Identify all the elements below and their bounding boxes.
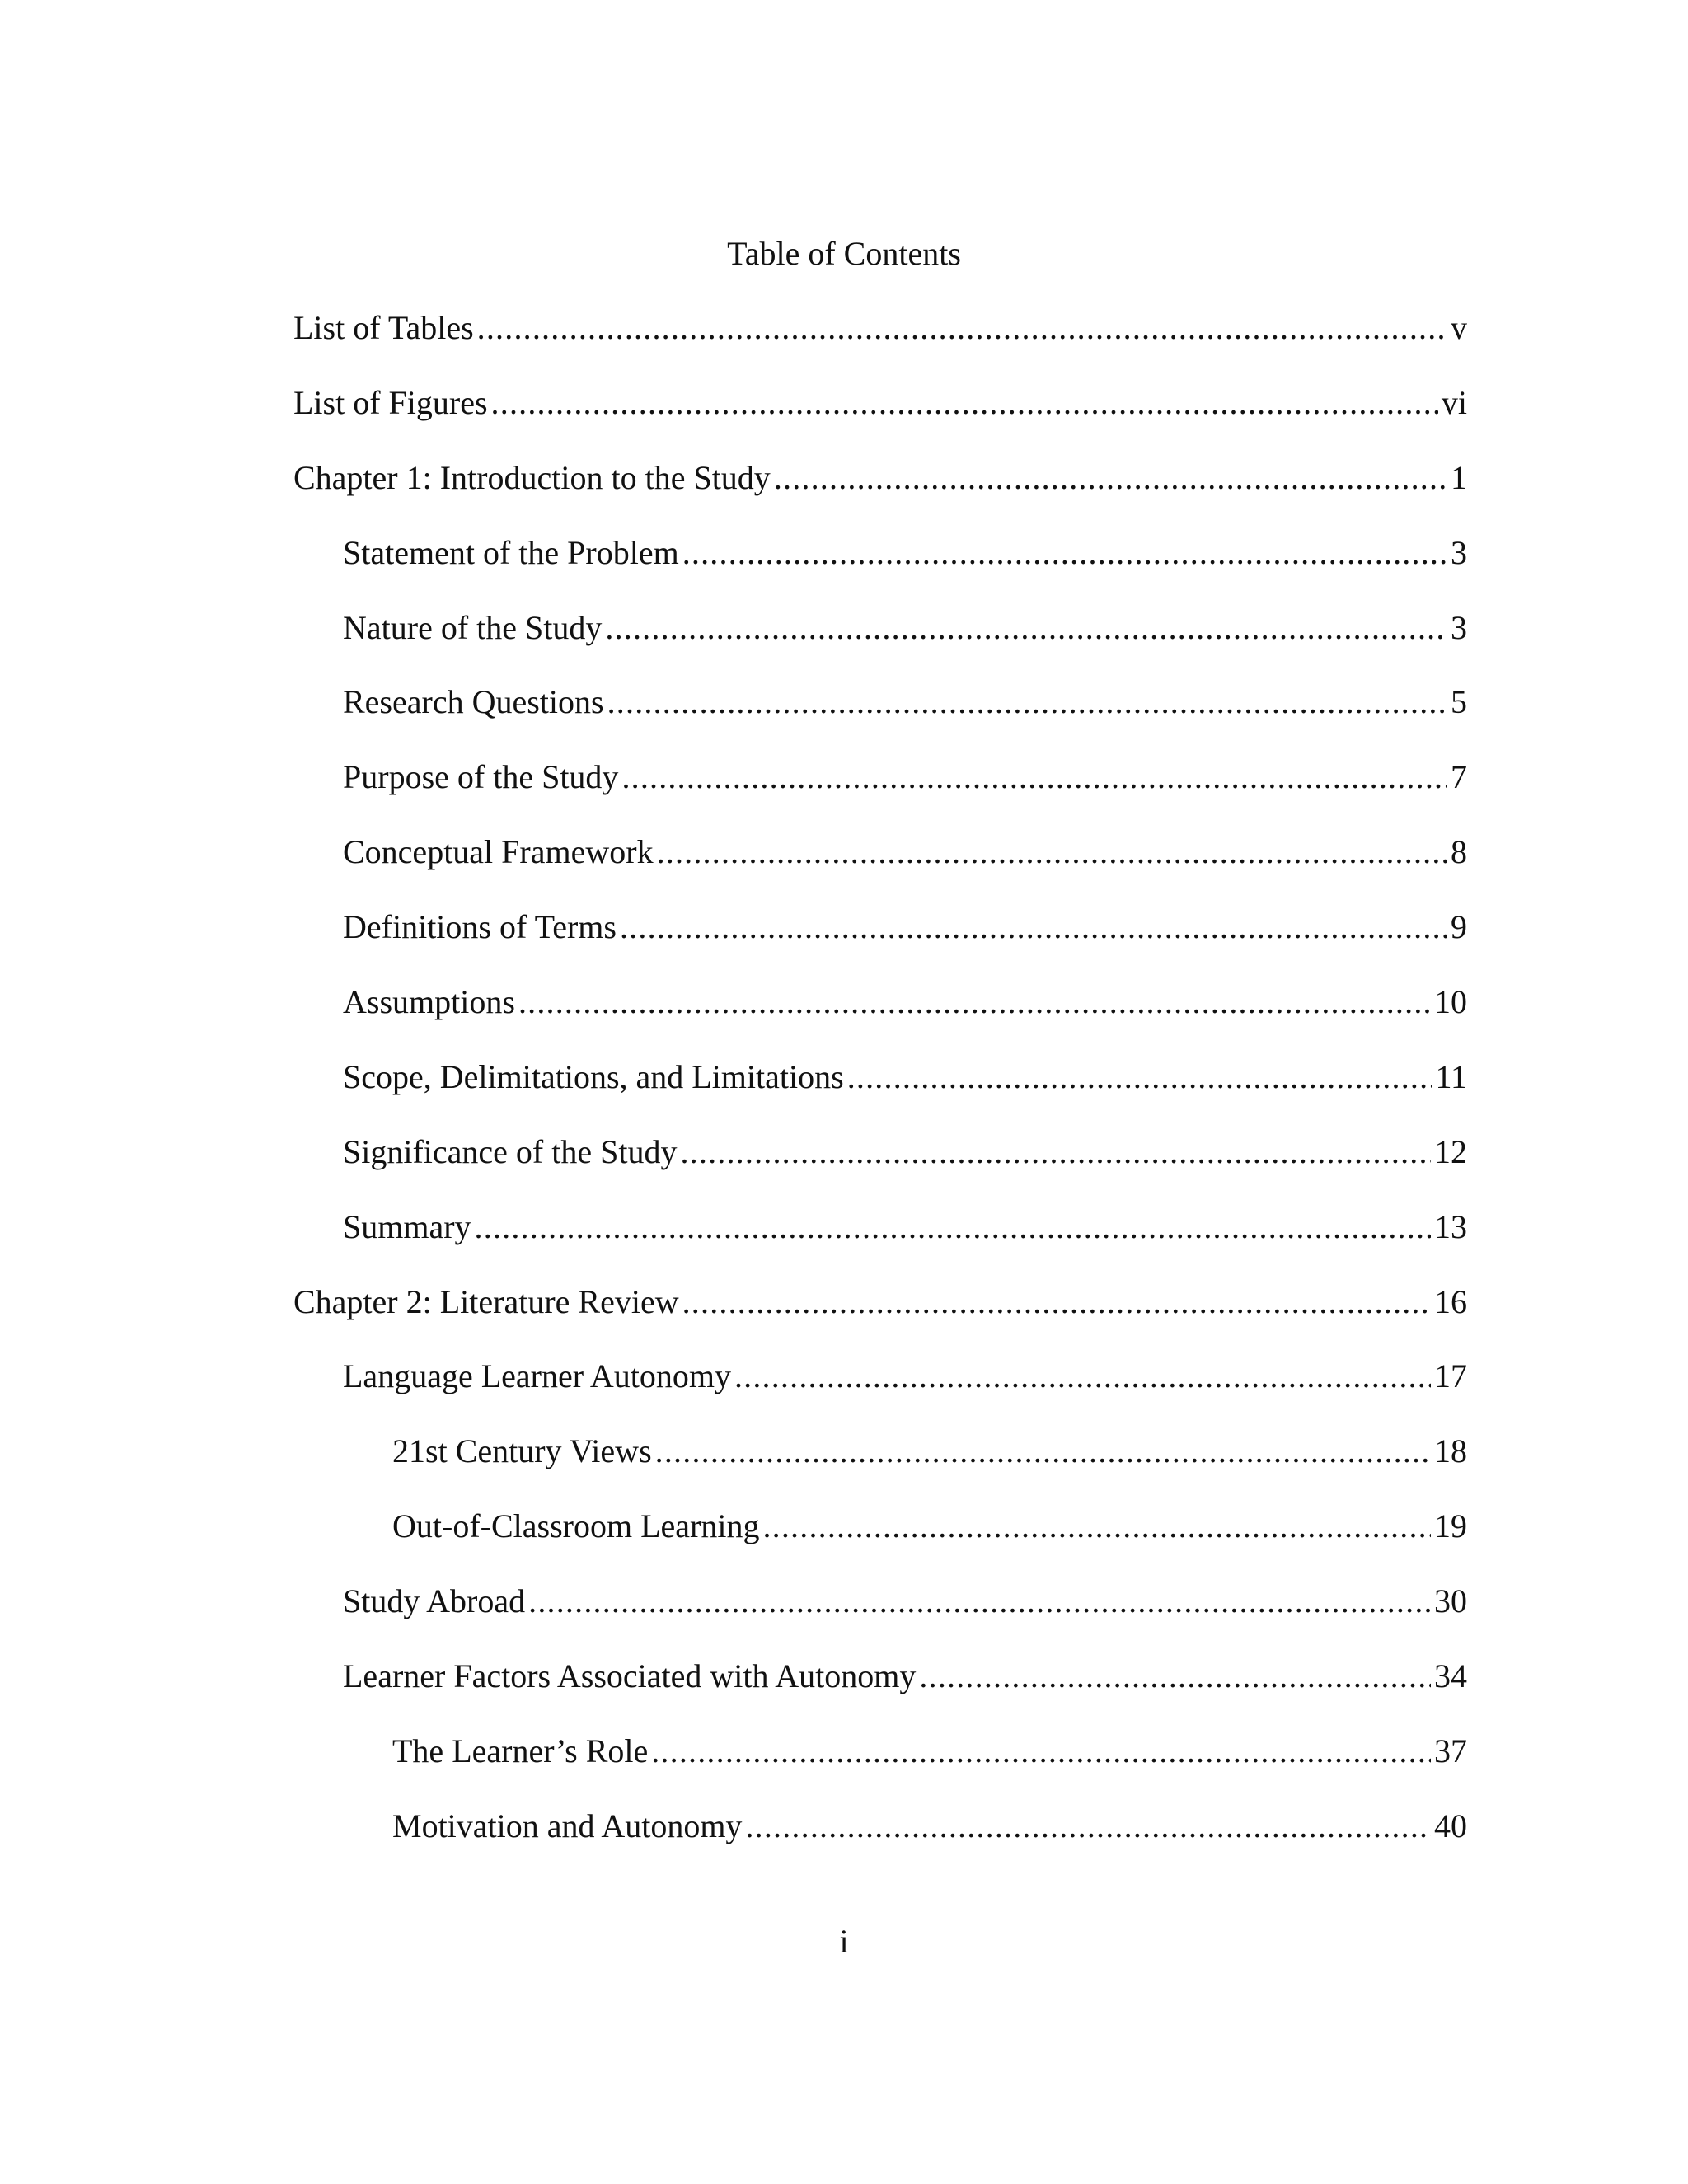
toc-entry-page: 34 <box>1431 1652 1467 1701</box>
toc-entry[interactable] <box>293 1727 1467 1776</box>
dot-leader <box>607 677 1447 727</box>
toc-entry-title: Language Learner Autonomy <box>343 1352 734 1401</box>
toc-entry[interactable] <box>293 1652 1467 1701</box>
toc-entry-title: The Learner’s Role <box>392 1727 651 1776</box>
toc-entry[interactable] <box>293 1502 1467 1551</box>
dot-leader <box>518 977 1431 1027</box>
toc-entry[interactable] <box>293 603 1467 653</box>
dot-leader <box>680 1127 1431 1177</box>
toc-entry-title: Study Abroad <box>343 1577 528 1626</box>
toc-entry-title: List of Figures <box>293 378 491 428</box>
toc-entry[interactable] <box>293 1052 1467 1102</box>
toc-entry-title: Conceptual Framework <box>343 827 657 877</box>
toc-entry-title: Purpose of the Study <box>343 752 621 802</box>
dot-leader <box>491 378 1438 428</box>
toc-entry-page: 40 <box>1431 1802 1467 1851</box>
toc-entry-page: 8 <box>1447 827 1467 877</box>
toc-entry[interactable] <box>293 1202 1467 1252</box>
dot-leader <box>477 303 1447 353</box>
toc-entry[interactable] <box>293 1127 1467 1177</box>
toc-entry-page: 3 <box>1447 528 1467 578</box>
toc-title: Table of Contents <box>727 235 961 272</box>
toc-entry-title: Definitions of Terms <box>343 902 620 952</box>
toc-entry-page: 17 <box>1431 1352 1467 1401</box>
dot-leader <box>651 1727 1431 1776</box>
dot-leader <box>919 1652 1431 1701</box>
toc-entry-title: Nature of the Study <box>343 603 605 653</box>
toc-list <box>293 303 1467 1877</box>
toc-entry-page: 3 <box>1447 603 1467 653</box>
dot-leader <box>745 1802 1431 1851</box>
dot-leader <box>762 1502 1431 1551</box>
dot-leader <box>605 603 1447 653</box>
toc-entry[interactable] <box>293 1802 1467 1851</box>
toc-entry-page: v <box>1447 303 1467 353</box>
toc-entry-title: 21st Century Views <box>392 1427 655 1476</box>
dot-leader <box>774 453 1447 503</box>
toc-entry-title: Motivation and Autonomy <box>392 1802 745 1851</box>
toc-entry-title: Research Questions <box>343 677 607 727</box>
toc-entry-page: 18 <box>1431 1427 1467 1476</box>
toc-entry[interactable] <box>293 827 1467 877</box>
toc-entry-page: 11 <box>1432 1052 1467 1102</box>
toc-entry[interactable] <box>293 1352 1467 1401</box>
toc-entry[interactable] <box>293 303 1467 353</box>
toc-entry-page: vi <box>1438 378 1467 428</box>
toc-entry[interactable] <box>293 528 1467 578</box>
dot-leader <box>682 528 1447 578</box>
toc-entry[interactable] <box>293 1277 1467 1327</box>
toc-entry-page: 37 <box>1431 1727 1467 1776</box>
toc-entry[interactable] <box>293 677 1467 727</box>
dot-leader <box>528 1577 1431 1626</box>
dot-leader <box>475 1202 1431 1252</box>
toc-entry-title: Assumptions <box>343 977 518 1027</box>
dot-leader <box>657 827 1447 877</box>
toc-entry-title: Significance of the Study <box>343 1127 680 1177</box>
toc-entry-title: Statement of the Problem <box>343 528 682 578</box>
dot-leader <box>620 902 1447 952</box>
toc-entry-page: 10 <box>1431 977 1467 1027</box>
toc-entry[interactable] <box>293 1577 1467 1626</box>
toc-entry-page: 12 <box>1431 1127 1467 1177</box>
toc-entry-title: Chapter 2: Literature Review <box>293 1277 682 1327</box>
toc-entry-title: List of Tables <box>293 303 477 353</box>
dot-leader <box>621 752 1447 802</box>
toc-entry-page: 19 <box>1431 1502 1467 1551</box>
toc-entry-page: 13 <box>1431 1202 1467 1252</box>
toc-entry[interactable] <box>293 378 1467 428</box>
toc-entry-page: 9 <box>1447 902 1467 952</box>
toc-entry-title: Summary <box>343 1202 475 1252</box>
dot-leader <box>734 1352 1431 1401</box>
toc-entry[interactable] <box>293 902 1467 952</box>
toc-entry[interactable] <box>293 1427 1467 1476</box>
page-number: i <box>839 1923 849 1960</box>
toc-entry[interactable] <box>293 977 1467 1027</box>
toc-entry-title: Out-of-Classroom Learning <box>392 1502 762 1551</box>
toc-entry-title: Scope, Delimitations, and Limitations <box>343 1052 847 1102</box>
toc-entry-page: 1 <box>1447 453 1467 503</box>
toc-entry[interactable] <box>293 453 1467 503</box>
dot-leader <box>682 1277 1431 1327</box>
toc-entry-page: 30 <box>1431 1577 1467 1626</box>
dot-leader <box>847 1052 1432 1102</box>
toc-entry-title: Learner Factors Associated with Autonomy <box>343 1652 919 1701</box>
toc-entry-title: Chapter 1: Introduction to the Study <box>293 453 774 503</box>
toc-entry[interactable] <box>293 752 1467 802</box>
toc-entry-page: 16 <box>1431 1277 1467 1327</box>
dot-leader <box>655 1427 1431 1476</box>
toc-entry-page: 5 <box>1447 677 1467 727</box>
toc-entry-page: 7 <box>1447 752 1467 802</box>
